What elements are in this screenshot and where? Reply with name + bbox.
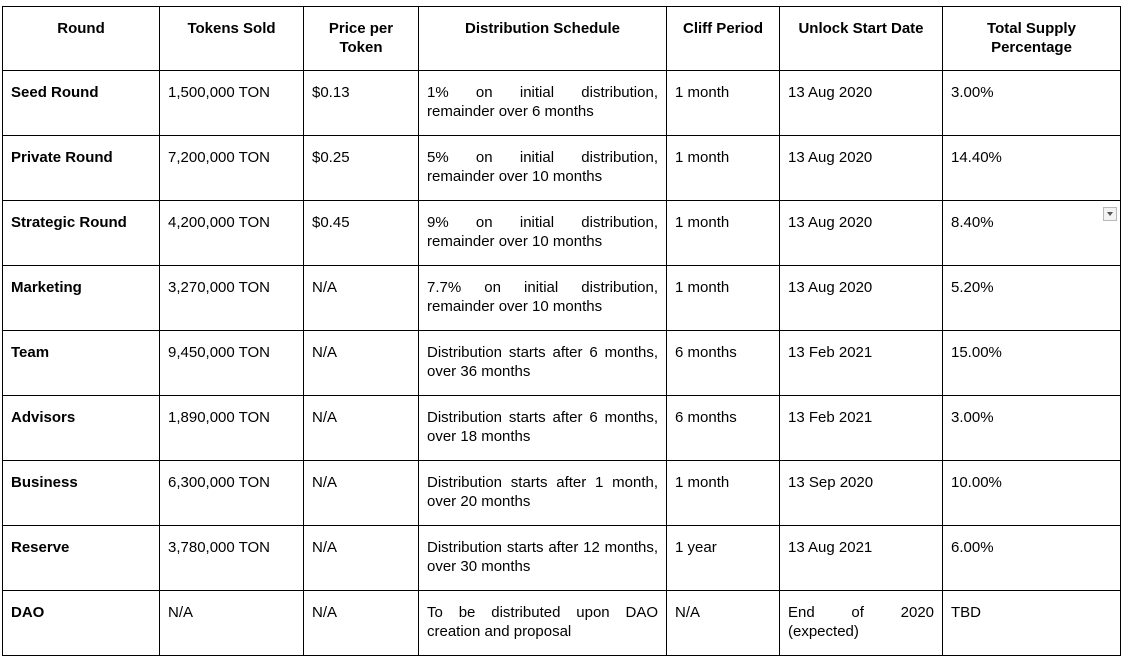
tokens-sold-cell: 3,780,000 TON xyxy=(160,526,304,591)
round-cell: Reserve xyxy=(3,526,160,591)
table-row xyxy=(3,331,1121,396)
supply-percentage-cell: TBD xyxy=(943,591,1121,656)
token-distribution-table xyxy=(2,6,1121,656)
schedule-cell: Distribution starts after 6 months, over 18 months xyxy=(419,396,667,461)
table-row xyxy=(3,591,1121,656)
tokens-sold-cell: 4,200,000 TON xyxy=(160,201,304,266)
tokens-sold-cell: 9,450,000 TON xyxy=(160,331,304,396)
cliff-cell: 1 month xyxy=(667,136,780,201)
unlock-date-cell: 13 Sep 2020 xyxy=(780,461,943,526)
header-round: Round xyxy=(3,7,160,71)
tokens-sold-cell: 7,200,000 TON xyxy=(160,136,304,201)
unlock-date-cell: 13 Aug 2020 xyxy=(780,136,943,201)
table-row xyxy=(3,461,1121,526)
unlock-date-cell: 13 Feb 2021 xyxy=(780,331,943,396)
price-cell: N/A xyxy=(304,396,419,461)
supply-percentage-cell: 10.00% xyxy=(943,461,1121,526)
price-cell: $0.45 xyxy=(304,201,419,266)
cliff-cell: 1 month xyxy=(667,71,780,136)
schedule-cell: 7.7% on initial distribution, remainder over 10 months xyxy=(419,266,667,331)
price-cell: N/A xyxy=(304,266,419,331)
supply-percentage-cell xyxy=(943,201,1121,266)
price-cell: $0.13 xyxy=(304,71,419,136)
header-tokens-sold: Tokens Sold xyxy=(160,7,304,71)
round-cell: Business xyxy=(3,461,160,526)
header-unlock-start-date: Unlock Start Date xyxy=(780,7,943,71)
cliff-cell: 6 months xyxy=(667,331,780,396)
cliff-cell: 1 month xyxy=(667,461,780,526)
supply-percentage-cell: 3.00% xyxy=(943,396,1121,461)
schedule-cell: Distribution starts after 1 month, over 20 months xyxy=(419,461,667,526)
price-cell: N/A xyxy=(304,331,419,396)
unlock-date-cell: 13 Aug 2020 xyxy=(780,266,943,331)
round-cell: Marketing xyxy=(3,266,160,331)
schedule-cell: Distribution starts after 6 months, over 36 months xyxy=(419,331,667,396)
schedule-cell: To be distributed upon DAO creation and proposal xyxy=(419,591,667,656)
schedule-cell: Distribution starts after 12 months, over 30 months xyxy=(419,526,667,591)
supply-percentage-cell: 15.00% xyxy=(943,331,1121,396)
price-cell: N/A xyxy=(304,591,419,656)
header-cliff-period: Cliff Period xyxy=(667,7,780,71)
round-cell: DAO xyxy=(3,591,160,656)
cliff-cell: 1 year xyxy=(667,526,780,591)
unlock-date-cell: 13 Aug 2021 xyxy=(780,526,943,591)
round-cell: Advisors xyxy=(3,396,160,461)
price-cell: N/A xyxy=(304,526,419,591)
header-total-supply-percentage: Total Supply Percentage xyxy=(943,7,1121,71)
tokens-sold-cell: 6,300,000 TON xyxy=(160,461,304,526)
table-row xyxy=(3,266,1121,331)
chevron-down-icon[interactable] xyxy=(1103,207,1117,221)
round-cell: Private Round xyxy=(3,136,160,201)
price-cell: N/A xyxy=(304,461,419,526)
tokens-sold-cell: N/A xyxy=(160,591,304,656)
supply-percentage-cell: 6.00% xyxy=(943,526,1121,591)
table-row xyxy=(3,71,1121,136)
schedule-cell: 1% on initial distribution, remainder over 6 months xyxy=(419,71,667,136)
table-row xyxy=(3,136,1121,201)
unlock-date-cell: 13 Aug 2020 xyxy=(780,201,943,266)
cliff-cell: 1 month xyxy=(667,266,780,331)
supply-percentage-value: 8.40% xyxy=(951,214,994,231)
supply-percentage-cell: 14.40% xyxy=(943,136,1121,201)
supply-percentage-cell: 3.00% xyxy=(943,71,1121,136)
schedule-cell: 5% on initial distribution, remainder over 10 months xyxy=(419,136,667,201)
round-cell: Strategic Round xyxy=(3,201,160,266)
round-cell: Seed Round xyxy=(3,71,160,136)
unlock-date-cell: End of 2020 (expected) xyxy=(780,591,943,656)
table-row xyxy=(3,201,1121,266)
unlock-date-cell: 13 Feb 2021 xyxy=(780,396,943,461)
header-row xyxy=(3,7,1121,71)
cliff-cell: 6 months xyxy=(667,396,780,461)
cliff-cell: N/A xyxy=(667,591,780,656)
table-row xyxy=(3,526,1121,591)
header-price-per-token: Price per Token xyxy=(304,7,419,71)
price-cell: $0.25 xyxy=(304,136,419,201)
table-row xyxy=(3,396,1121,461)
tokens-sold-cell: 1,890,000 TON xyxy=(160,396,304,461)
cliff-cell: 1 month xyxy=(667,201,780,266)
tokens-sold-cell: 1,500,000 TON xyxy=(160,71,304,136)
round-cell: Team xyxy=(3,331,160,396)
tokens-sold-cell: 3,270,000 TON xyxy=(160,266,304,331)
header-distribution-schedule: Distribution Schedule xyxy=(419,7,667,71)
unlock-date-cell: 13 Aug 2020 xyxy=(780,71,943,136)
supply-percentage-cell: 5.20% xyxy=(943,266,1121,331)
schedule-cell: 9% on initial distribution, remainder over 10 months xyxy=(419,201,667,266)
